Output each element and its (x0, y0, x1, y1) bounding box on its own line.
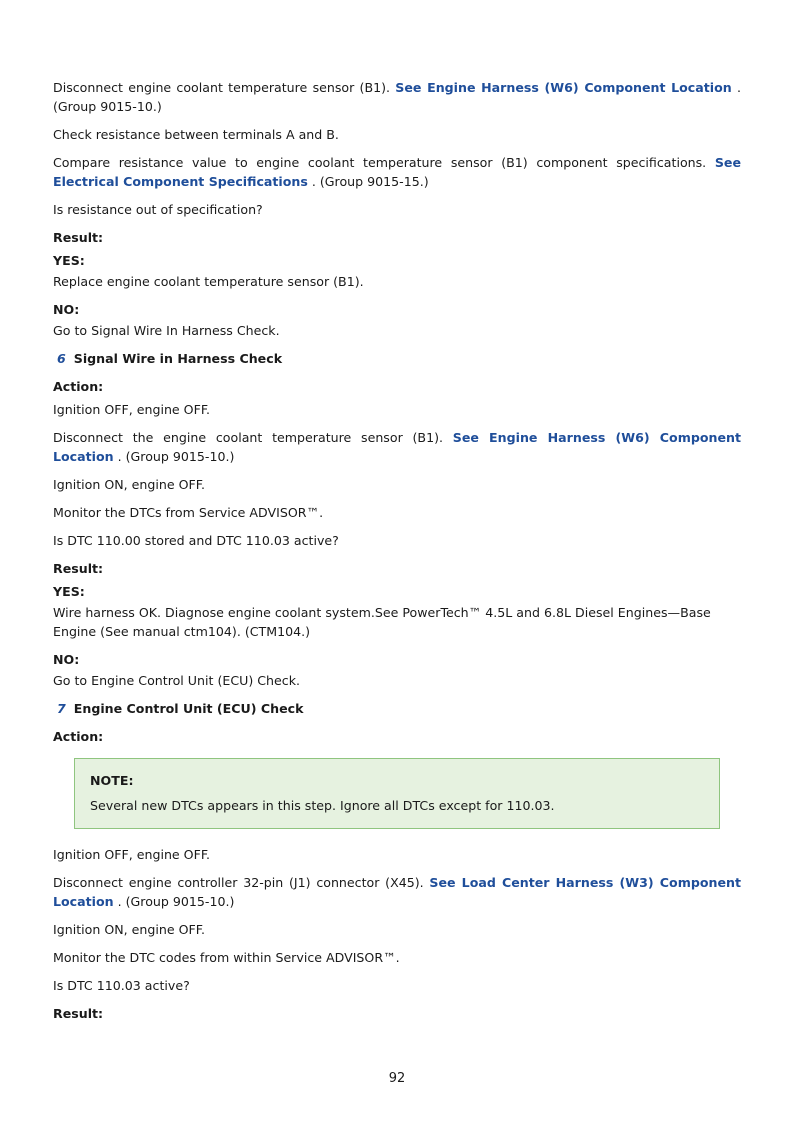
group-reference: . (Group 9015-15.) (307, 174, 429, 189)
yes-text: Wire harness OK. Diagnose engine coolant system.See PowerTech™ 4.5L and 6.8L Diesel Engines—Base Engine (See manual ctm104). (CTM104.) (53, 605, 711, 639)
group-reference: . (Group 9015-10.) (113, 894, 235, 909)
paragraph: Ignition OFF, engine OFF. (53, 847, 211, 862)
page-content (53, 78, 741, 1027)
note-box (74, 758, 720, 829)
paragraph-text: Disconnect engine controller 32-pin (J1) connector (X45). (53, 875, 430, 890)
step-number: 7 (57, 701, 66, 716)
step-title: Signal Wire in Harness Check (73, 351, 283, 366)
paragraph (53, 428, 741, 466)
paragraph: Monitor the DTC codes from within Service ADVISOR™. (53, 950, 400, 965)
paragraph: Monitor the DTCs from Service ADVISOR™. (53, 505, 324, 520)
paragraph: Ignition ON, engine OFF. (53, 477, 205, 492)
paragraph: Check resistance between terminals A and B. (53, 127, 339, 142)
question: Is resistance out of specification? (53, 202, 263, 217)
question: Is DTC 110.00 stored and DTC 110.03 active? (53, 533, 339, 548)
paragraph (53, 873, 741, 911)
note-title: NOTE: (90, 773, 134, 788)
paragraph (53, 78, 741, 116)
load-center-harness-w3-link[interactable]: See Load Center Harness (W3) Component Location (53, 875, 741, 909)
result-label: Result: (53, 561, 104, 576)
action-label: Action: (53, 729, 104, 744)
group-reference: . (Group 9015-10.) (53, 80, 741, 114)
yes-text: Replace engine coolant temperature sensor (B1). (53, 274, 364, 289)
no-label: NO: (53, 652, 80, 667)
step-title: Engine Control Unit (ECU) Check (73, 701, 304, 716)
paragraph-text: Disconnect engine coolant temperature sensor (B1). (53, 80, 396, 95)
yes-label: YES: (53, 584, 85, 599)
no-label: NO: (53, 302, 80, 317)
page-number: 92 (388, 1071, 406, 1086)
paragraph-text: Compare resistance value to engine coolant temperature sensor (B1) component specifications. (53, 155, 715, 170)
engine-harness-w6-link[interactable]: See Engine Harness (W6) Component Location (395, 80, 732, 95)
paragraph: Ignition ON, engine OFF. (53, 922, 205, 937)
action-label: Action: (53, 379, 104, 394)
engine-harness-w6-link[interactable]: See Engine Harness (W6) Component Location (53, 430, 741, 464)
group-reference: . (Group 9015-10.) (113, 449, 235, 464)
no-text: Go to Engine Control Unit (ECU) Check. (53, 673, 300, 688)
paragraph: Ignition OFF, engine OFF. (53, 402, 211, 417)
step-heading (57, 699, 741, 718)
paragraph-text: Disconnect the engine coolant temperature sensor (B1). (53, 430, 453, 445)
step-number: 6 (57, 351, 66, 366)
step-heading (57, 349, 741, 368)
note-text: Several new DTCs appears in this step. Ignore all DTCs except for 110.03. (90, 798, 555, 813)
result-label: Result: (53, 1006, 104, 1021)
electrical-component-specifications-link[interactable]: See Electrical Component Specifications (53, 155, 741, 189)
paragraph (53, 153, 741, 191)
question: Is DTC 110.03 active? (53, 978, 190, 993)
no-text: Go to Signal Wire In Harness Check. (53, 323, 280, 338)
result-label: Result: (53, 230, 104, 245)
yes-label: YES: (53, 253, 85, 268)
